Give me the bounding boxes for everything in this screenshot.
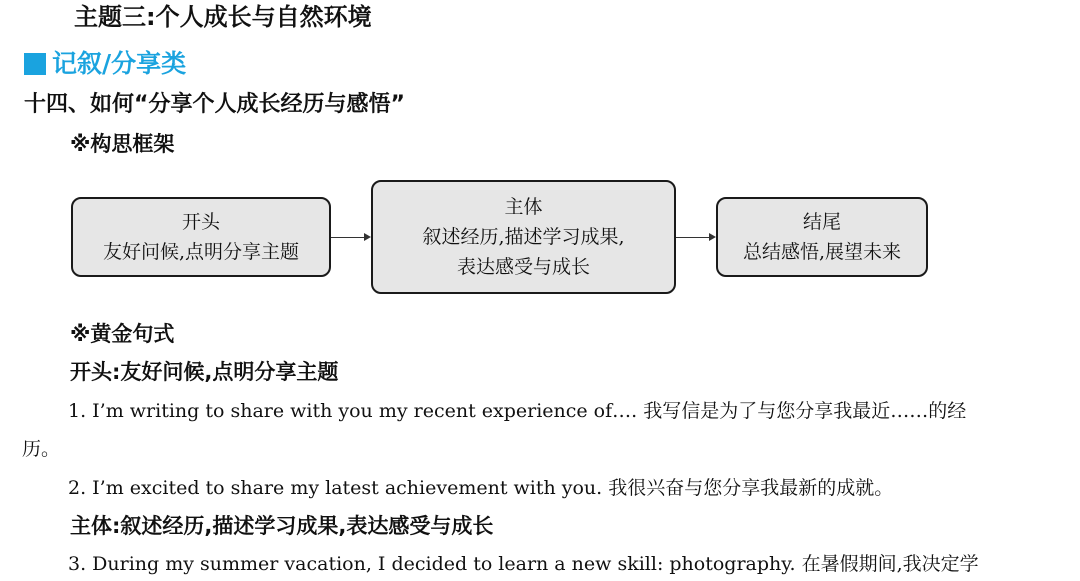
framework-box-body (371, 180, 676, 294)
sentence-3: 3. During my summer vacation, I decided to learn a new skill: photography. 在暑假期间,我决定学 (68, 553, 979, 575)
sentence-1-line-1: 1. I’m writing to share with you my recent experience of…. 我写信是为了与您分享我最近……的经 (68, 400, 967, 422)
category-label (24, 47, 186, 81)
framework-box-ending (716, 197, 928, 277)
sentence-2: 2. I’m excited to share my latest achievement with you. 我很兴奋与您分享我最新的成就。 (68, 477, 894, 499)
framework-box-body-title: 主体 (504, 196, 543, 218)
framework-box-opening-title: 开头 (181, 211, 220, 233)
category-label-text: 记叙/分享类 (52, 49, 187, 78)
framework-box-opening-line: 友好问候,点明分享主题 (102, 241, 300, 263)
framework-box-ending-line: 总结感悟,展望未来 (742, 241, 902, 263)
sentence-1-line-2: 历。 (22, 438, 61, 460)
topic-title: 主题三:个人成长与自然环境 (74, 3, 372, 31)
lesson-title: 十四、如何“分享个人成长经历与感悟” (24, 92, 405, 117)
golden-heading: ※黄金句式 (70, 322, 175, 346)
framework-box-body-line-2: 表达感受与成长 (456, 256, 590, 278)
framework-box-ending-title: 结尾 (802, 211, 841, 233)
framework-heading: ※构思框架 (70, 132, 175, 156)
framework-box-opening (71, 197, 331, 277)
arrow-head-icon (364, 233, 371, 241)
arrow-head-icon (709, 233, 716, 241)
category-square-icon (24, 53, 46, 75)
arrow-opening-to-body (331, 237, 364, 238)
body-heading: 主体:叙述经历,描述学习成果,表达感受与成长 (70, 514, 494, 538)
opening-heading: 开头:友好问候,点明分享主题 (70, 360, 339, 384)
arrow-body-to-ending (676, 237, 709, 238)
framework-box-body-line-1: 叙述经历,描述学习成果, (422, 226, 625, 248)
